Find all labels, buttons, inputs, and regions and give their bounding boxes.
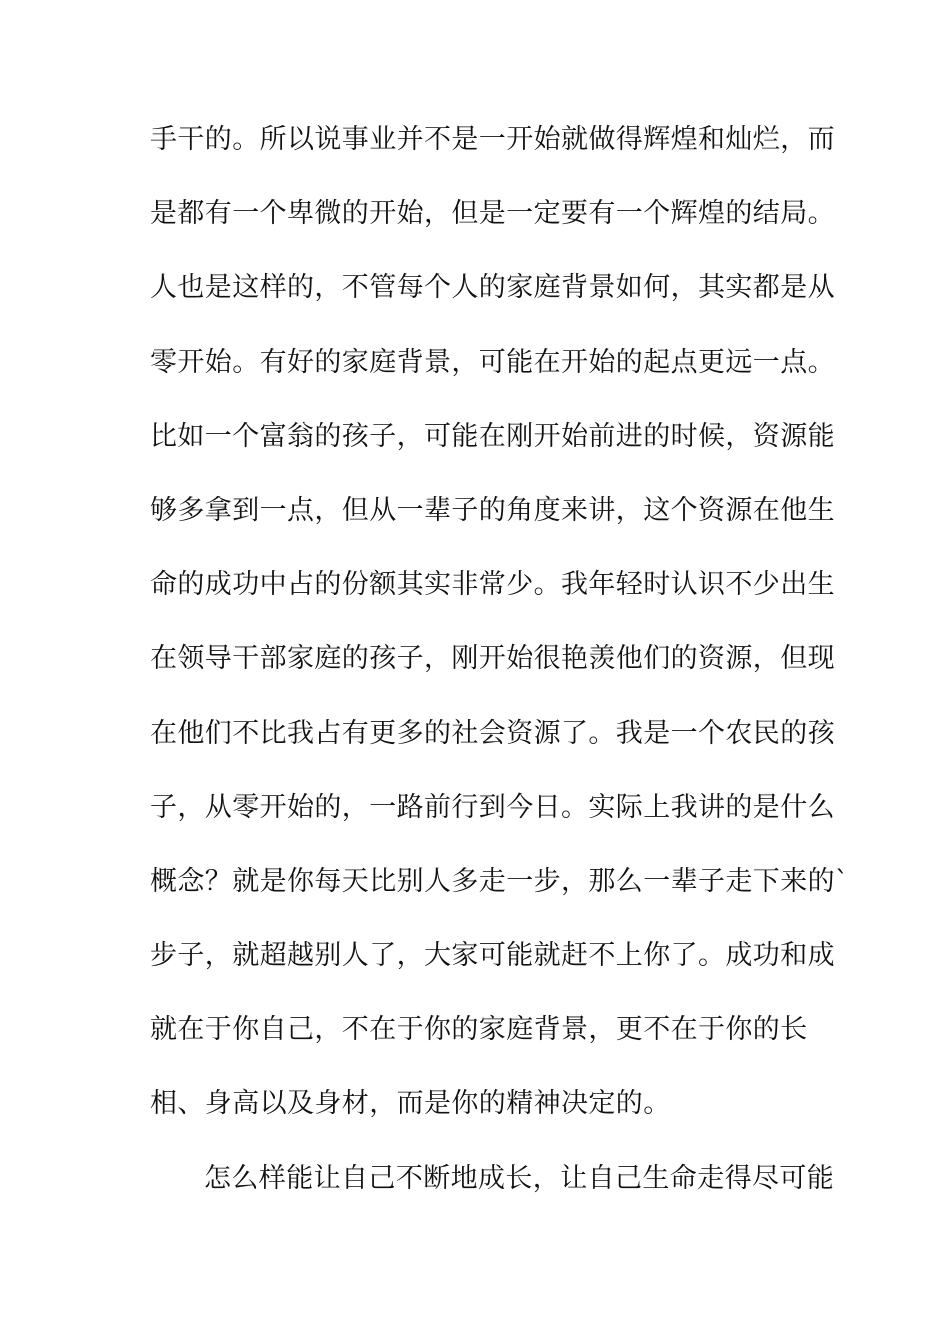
text-line: 在领导干部家庭的孩子，刚开始很艳羡他们的资源，但现 <box>150 643 835 675</box>
text-line: 命的成功中占的份额其实非常少。我年轻时认识不少出生 <box>150 569 835 601</box>
text-line: 在他们不比我占有更多的社会资源了。我是一个农民的孩 <box>150 717 835 749</box>
text-line: 人也是这样的，不管每个人的家庭背景如何，其实都是从 <box>150 272 835 304</box>
text-line: 手干的。所以说事业并不是一开始就做得辉煌和灿烂，而 <box>150 124 835 155</box>
text-line: 是都有一个卑微的开始，但是一定要有一个辉煌的结局。 <box>150 198 835 230</box>
text-line: 够多拿到一点，但从一辈子的角度来讲，这个资源在他生 <box>150 494 835 526</box>
paragraph-end-line: 相、身高以及身材，而是你的精神决定的。 <box>150 1088 671 1120</box>
text-line: 比如一个富翁的孩子，可能在刚开始前进的时候，资源能 <box>150 420 835 452</box>
paragraph-start-line: 怎么样能让自己不断地成长，让自己生命走得尽可能 <box>204 1162 835 1194</box>
text-line: 概念？就是你每天比别人多走一步，那么一辈子走下来的` <box>150 865 849 897</box>
text-line: 零开始。有好的家庭背景，可能在开始的起点更远一点。 <box>150 346 835 378</box>
text-line: 步子，就超越别人了，大家可能就赶不上你了。成功和成 <box>150 940 835 972</box>
body-text <box>150 124 849 1239</box>
text-line: 就在于你自己，不在于你的家庭背景，更不在于你的长 <box>150 1014 808 1046</box>
text-line: 子，从零开始的，一路前行到今日。实际上我讲的是什么 <box>150 791 835 823</box>
